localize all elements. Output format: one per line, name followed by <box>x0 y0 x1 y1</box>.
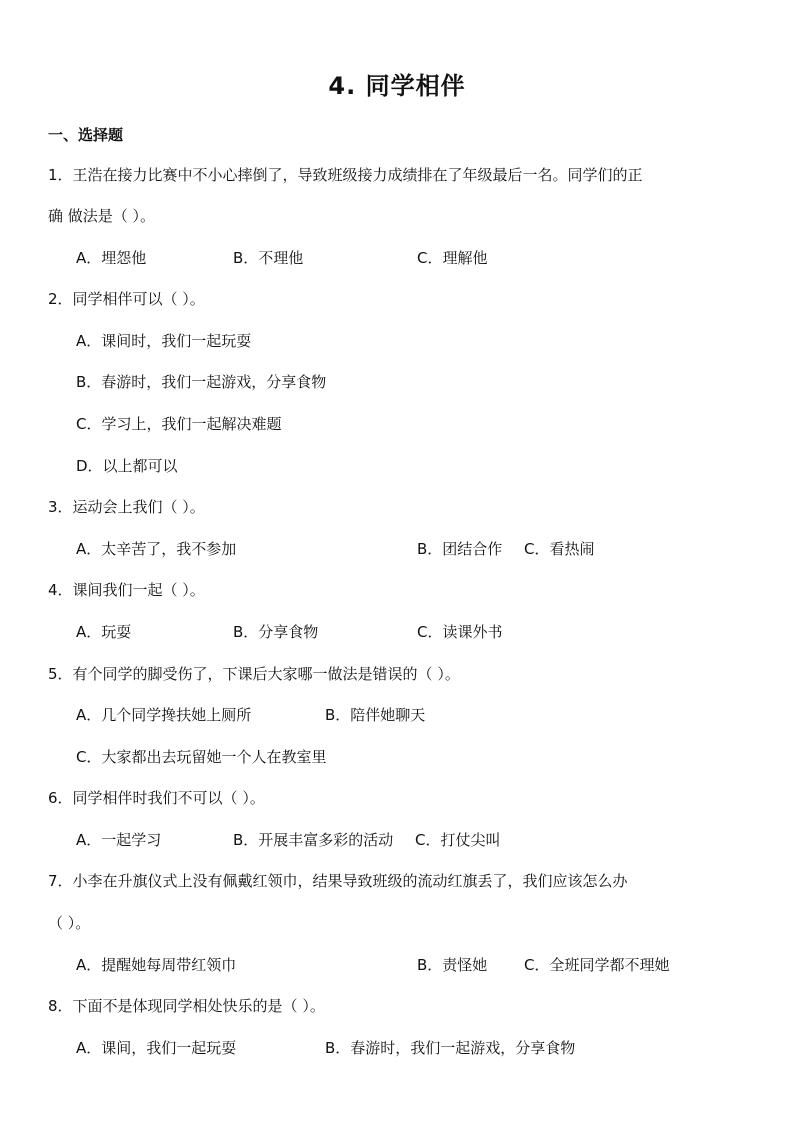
question-8-option-b[interactable]: B．春游时，我们一起游戏，分享食物 <box>325 1039 576 1057</box>
question-5-option-b[interactable]: B．陪伴她聊天 <box>325 706 426 724</box>
question-4-option-a[interactable]: A．玩耍 <box>76 623 132 641</box>
question-8-options <box>76 1038 756 1058</box>
question-7-line-1: 7．小李在升旗仪式上没有佩戴红领巾，结果导致班级的流动红旗丢了，我们应该怎么办 <box>48 872 628 890</box>
question-3-stem: 3．运动会上我们（ ）。 <box>48 498 205 516</box>
question-4-option-b[interactable]: B．分享食物 <box>233 623 319 641</box>
question-5-stem: 5．有个同学的脚受伤了，下课后大家哪一做法是错误的（ ）。 <box>48 665 460 683</box>
question-7-line-2: （ ）。 <box>48 914 91 932</box>
question-2-option-c[interactable]: C．学习上，我们一起解决难题 <box>76 415 282 433</box>
question-1-option-c[interactable]: C．理解他 <box>417 249 488 267</box>
question-8-stem: 8．下面不是体现同学相处快乐的是（ ）。 <box>48 997 325 1015</box>
question-5-options <box>76 705 716 725</box>
question-3-option-a[interactable]: A．太辛苦了，我不参加 <box>76 540 237 558</box>
question-7-option-a[interactable]: A．提醒她每周带红领巾 <box>76 956 237 974</box>
question-4-stem: 4．课间我们一起（ ）。 <box>48 581 205 599</box>
question-1-options <box>76 248 716 268</box>
question-4-option-c[interactable]: C．读课外书 <box>417 623 503 641</box>
question-6-option-c[interactable]: C．打仗尖叫 <box>415 831 501 849</box>
section-heading: 一、选择题 <box>48 126 124 144</box>
question-2-option-b[interactable]: B．春游时，我们一起游戏，分享食物 <box>76 373 327 391</box>
page-title: 4. 同学相伴 <box>328 72 466 100</box>
question-8-option-a[interactable]: A．课间，我们一起玩耍 <box>76 1039 237 1057</box>
question-2-option-a[interactable]: A．课间时，我们一起玩耍 <box>76 332 252 350</box>
question-2-option-d[interactable]: D．以上都可以 <box>76 457 178 475</box>
question-6-option-a[interactable]: A．一起学习 <box>76 831 162 849</box>
question-1-line-1: 1．王浩在接力比赛中不小心摔倒了，导致班级接力成绩排在了年级最后一名。同学们的正 <box>48 166 643 184</box>
question-5-option-c[interactable]: C．大家都出去玩留她一个人在教室里 <box>76 748 327 766</box>
question-3-option-c[interactable]: C．看热闹 <box>524 540 595 558</box>
question-1-option-a[interactable]: A．埋怨他 <box>76 249 147 267</box>
question-2-stem: 2．同学相伴可以（ ）。 <box>48 290 205 308</box>
question-4-options <box>76 622 716 642</box>
question-7-options <box>76 955 756 975</box>
question-5-option-a[interactable]: A．几个同学搀扶她上厕所 <box>76 706 252 724</box>
question-7-option-c[interactable]: C．全班同学都不理她 <box>524 956 670 974</box>
question-3-option-b[interactable]: B．团结合作 <box>417 540 503 558</box>
question-3-options <box>76 539 716 559</box>
question-6-stem: 6．同学相伴时我们不可以（ ）。 <box>48 789 265 807</box>
question-7-option-b[interactable]: B．责怪她 <box>417 956 488 974</box>
question-1-line-2: 确 做法是（ ）。 <box>48 207 156 225</box>
question-6-options <box>76 830 716 850</box>
question-6-option-b[interactable]: B．开展丰富多彩的活动 <box>233 831 394 849</box>
question-1-option-b[interactable]: B．不理他 <box>233 249 304 267</box>
